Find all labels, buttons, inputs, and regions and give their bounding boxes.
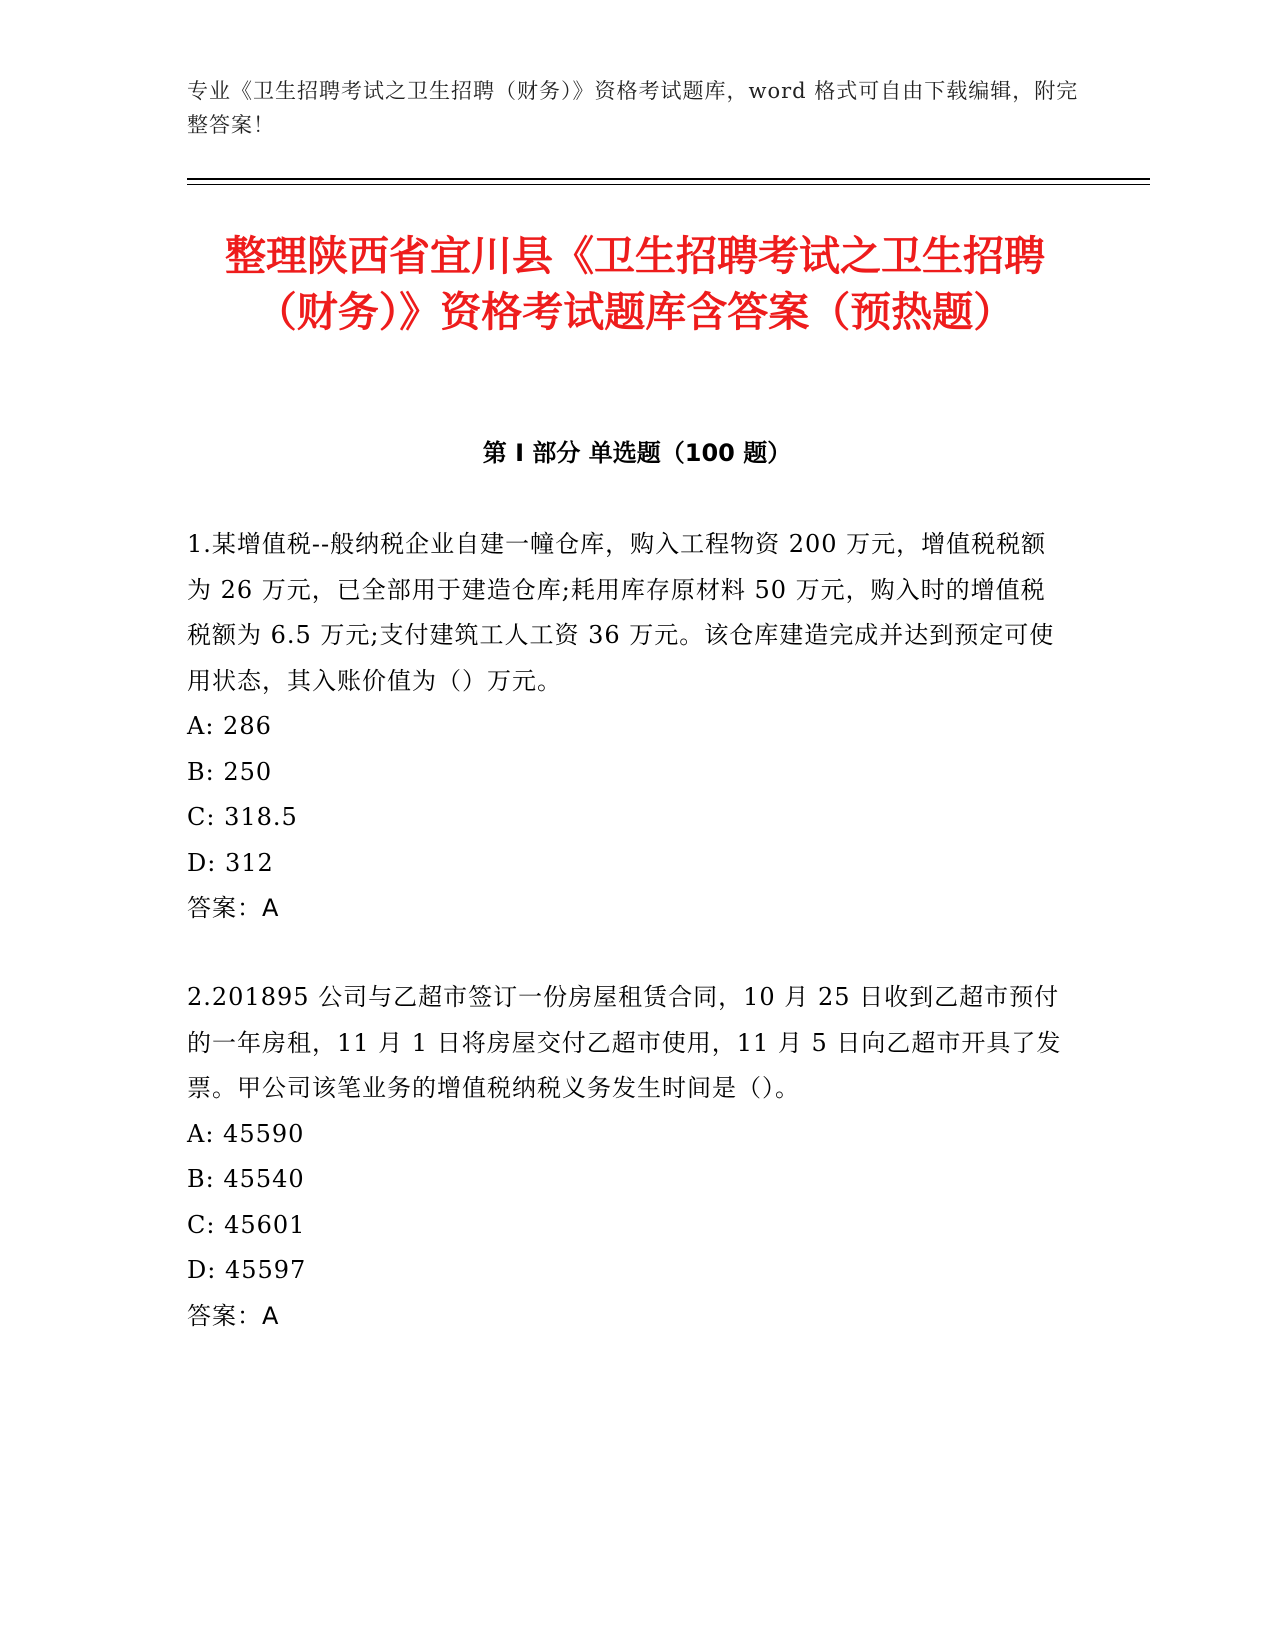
option-a: A: 45590 <box>187 1119 305 1148</box>
question-stem: 2.201895 公司与乙超市签订一份房屋租赁合同，10 月 25 日收到乙超市预付的一年房租，11 月 1 日将房屋交付乙超市使用，11 月 5 日向乙超市开具了发票。甲公司该笔业务的增值税纳税义务发生时间是（）。 <box>187 983 1062 1102</box>
header-rule-thick <box>187 178 1150 180</box>
header-note: 专业《卫生招聘考试之卫生招聘（财务）》资格考试题库，word 格式可自由下载编辑，附完整答案！ <box>187 79 1079 137</box>
document-title: 整理陕西省宜川县《卫生招聘考试之卫生招聘（财务）》资格考试题库含答案（预热题） <box>225 232 1045 336</box>
question-1 <box>187 522 1067 932</box>
answer: 答案：A <box>187 894 280 922</box>
question-stem: 1.某增值税--般纳税企业自建一幢仓库，购入工程物资 200 万元，增值税税额为 26 万元，已全部用于建造仓库;耗用库存原材料 50 万元，购入时的增值税税额为 6.5 万元;支付建筑工人工资 36 万元。该仓库建造完成并达到预定可使用状态，其入账价值为（）万元。 <box>187 530 1055 695</box>
option-a: A: 286 <box>187 712 272 740</box>
header-rule-thin <box>187 184 1150 185</box>
option-b: B: 45540 <box>187 1165 305 1193</box>
option-c: C: 318.5 <box>187 803 298 831</box>
section-title: 第 I 部分 单选题（100 题） <box>482 439 792 467</box>
option-d: D: 45597 <box>187 1256 307 1284</box>
question-2 <box>187 975 1067 1339</box>
option-c: C: 45601 <box>187 1210 306 1239</box>
answer: 答案：A <box>187 1301 280 1330</box>
option-b: B: 250 <box>187 757 273 786</box>
option-d: D: 312 <box>187 848 274 877</box>
